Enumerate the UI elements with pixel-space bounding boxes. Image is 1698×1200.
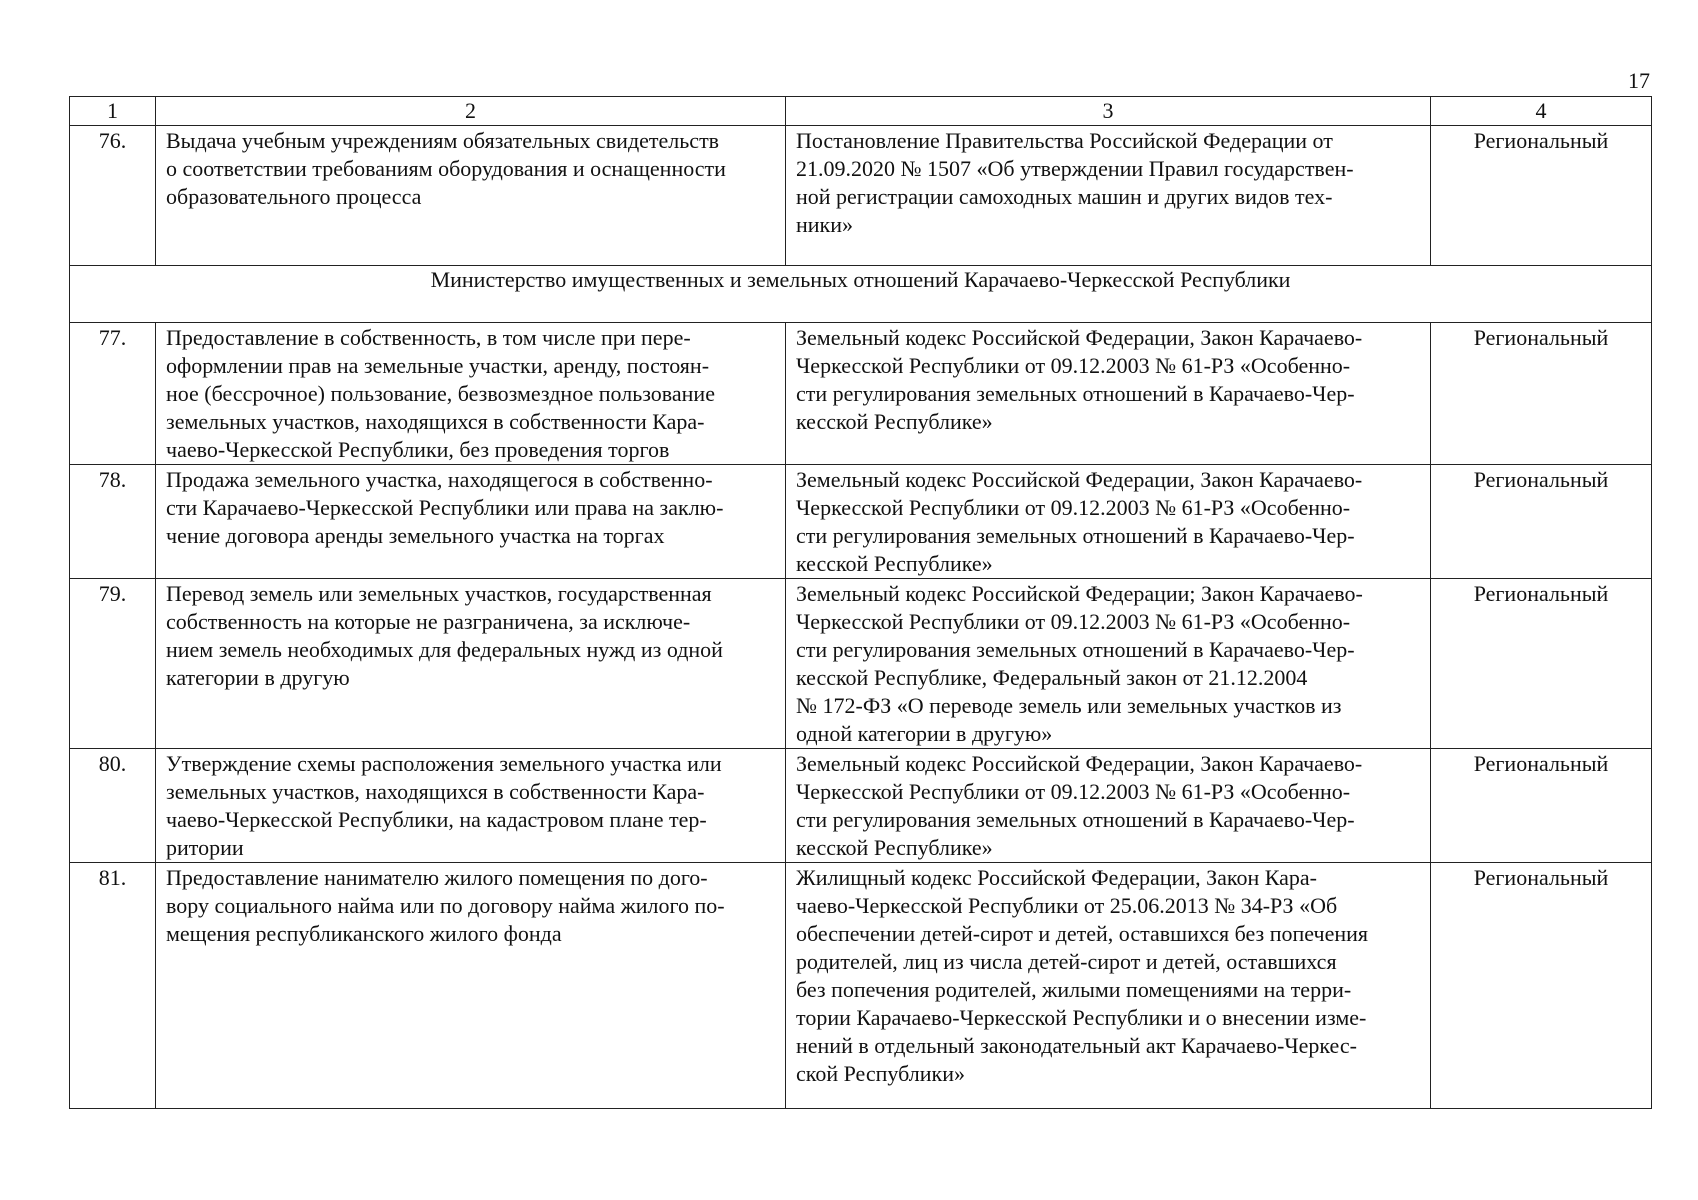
service-level: Региональный [1431, 749, 1652, 863]
service-level: Региональный [1431, 579, 1652, 749]
basis-line: сти регулирования земельных отношений в Карачаево-Чер- [796, 381, 1355, 406]
basis-line: Жилищный кодекс Российской Федерации, Закон Кара- [796, 865, 1317, 890]
basis-line: кесской Республике» [796, 835, 993, 860]
service-line: ное (бессрочное) пользование, безвозмездное пользование [166, 381, 715, 406]
service-line: чение договора аренды земельного участка на торгах [166, 523, 665, 548]
basis-line: ной регистрации самоходных машин и других видов тех- [796, 184, 1333, 209]
service-name [156, 749, 786, 863]
service-line: сти Карачаево-Черкесской Республики или права на заклю- [166, 495, 724, 520]
basis-line: Земельный кодекс Российской Федерации, Закон Карачаево- [796, 325, 1363, 350]
service-line: собственность на которые не разграничена, за исключе- [166, 609, 691, 634]
section-title: Министерство имущественных и земельных отношений Карачаево-Черкесской Республики [70, 266, 1652, 323]
service-line: Предоставление в собственность, в том числе при пере- [166, 325, 691, 350]
basis-line: сти регулирования земельных отношений в Карачаево-Чер- [796, 807, 1355, 832]
basis-line: 21.09.2020 № 1507 «Об утверждении Правил государствен- [796, 156, 1354, 181]
services-table [69, 96, 1652, 1109]
service-line: нием земель необходимых для федеральных нужд из одной [166, 637, 723, 662]
service-name [156, 465, 786, 579]
legal-basis [786, 863, 1431, 1109]
service-line: Предоставление нанимателю жилого помещения по дого- [166, 865, 708, 890]
basis-line: обеспечении детей-сирот и детей, оставшихся без попечения [796, 921, 1368, 946]
table-row [70, 749, 1652, 863]
service-line: о соответствии требованиям оборудования и оснащенности [166, 156, 726, 181]
table-row [70, 126, 1652, 266]
basis-line: кесской Республике, Федеральный закон от 21.12.2004 [796, 665, 1308, 690]
service-line: чаево-Черкесской Республики, без проведения торгов [166, 437, 670, 462]
legal-basis [786, 323, 1431, 465]
service-level: Региональный [1431, 126, 1652, 266]
header-col-2: 2 [156, 97, 786, 126]
service-name [156, 863, 786, 1109]
service-line: Утверждение схемы расположения земельного участка или [166, 751, 722, 776]
service-line: категории в другую [166, 665, 350, 690]
service-line: земельных участков, находящихся в собственности Кара- [166, 779, 705, 804]
legal-basis [786, 465, 1431, 579]
service-name [156, 323, 786, 465]
basis-line: нений в отдельный законодательный акт Карачаево-Черкес- [796, 1033, 1357, 1058]
basis-line: Черкесской Республики от 09.12.2003 № 61-РЗ «Особенно- [796, 779, 1351, 804]
basis-line: Черкесской Республики от 09.12.2003 № 61-РЗ «Особенно- [796, 353, 1351, 378]
row-number: 78. [70, 465, 156, 579]
row-number: 76. [70, 126, 156, 266]
service-line: оформлении прав на земельные участки, аренду, постоян- [166, 353, 710, 378]
service-line: Продажа земельного участка, находящегося в собственно- [166, 467, 713, 492]
service-line: образовательного процесса [166, 184, 422, 209]
basis-line: родителей, лиц из числа детей-сирот и детей, оставшихся [796, 949, 1337, 974]
table-row [70, 323, 1652, 465]
basis-line: чаево-Черкесской Республики от 25.06.2013 № 34-РЗ «Об [796, 893, 1338, 918]
basis-line: тории Карачаево-Черкесской Республики и о внесении изме- [796, 1005, 1367, 1030]
basis-line: кесской Республике» [796, 551, 993, 576]
row-number: 81. [70, 863, 156, 1109]
basis-line: сти регулирования земельных отношений в Карачаево-Чер- [796, 523, 1355, 548]
header-col-4: 4 [1431, 97, 1652, 126]
service-line: Выдача учебным учреждениям обязательных свидетельств [166, 128, 720, 153]
row-number: 79. [70, 579, 156, 749]
basis-line: ской Республики» [796, 1061, 965, 1086]
section-row [70, 266, 1652, 323]
service-line: чаево-Черкесской Республики, на кадастровом плане тер- [166, 807, 707, 832]
basis-line: сти регулирования земельных отношений в Карачаево-Чер- [796, 637, 1355, 662]
legal-basis [786, 579, 1431, 749]
header-row [70, 97, 1652, 126]
service-line: земельных участков, находящихся в собственности Кара- [166, 409, 705, 434]
table-row [70, 465, 1652, 579]
table-row [70, 579, 1652, 749]
basis-line: без попечения родителей, жилыми помещениями на терри- [796, 977, 1352, 1002]
service-line: мещения республиканского жилого фонда [166, 921, 562, 946]
service-name [156, 126, 786, 266]
service-line: ритории [166, 835, 244, 860]
basis-line: Черкесской Республики от 09.12.2003 № 61-РЗ «Особенно- [796, 609, 1351, 634]
row-number: 77. [70, 323, 156, 465]
header-col-3: 3 [786, 97, 1431, 126]
basis-line: Земельный кодекс Российской Федерации, Закон Карачаево- [796, 751, 1363, 776]
basis-line: одной категории в другую» [796, 721, 1053, 746]
service-line: вору социального найма или по договору найма жилого по- [166, 893, 725, 918]
service-level: Региональный [1431, 863, 1652, 1109]
basis-line: № 172-ФЗ «О переводе земель или земельных участков из [796, 693, 1342, 718]
legal-basis [786, 749, 1431, 863]
basis-line: Земельный кодекс Российской Федерации, Закон Карачаево- [796, 467, 1363, 492]
basis-line: ники» [796, 212, 854, 237]
legal-basis [786, 126, 1431, 266]
row-number: 80. [70, 749, 156, 863]
basis-line: Черкесской Республики от 09.12.2003 № 61-РЗ «Особенно- [796, 495, 1351, 520]
service-level: Региональный [1431, 323, 1652, 465]
basis-line: Постановление Правительства Российской Федерации от [796, 128, 1333, 153]
table-row [70, 863, 1652, 1109]
service-level: Региональный [1431, 465, 1652, 579]
header-col-1: 1 [70, 97, 156, 126]
service-line: Перевод земель или земельных участков, государственная [166, 581, 712, 606]
basis-line: кесской Республике» [796, 409, 993, 434]
basis-line: Земельный кодекс Российской Федерации; Закон Карачаево- [796, 581, 1363, 606]
service-name [156, 579, 786, 749]
page-number: 17 [1628, 68, 1650, 93]
